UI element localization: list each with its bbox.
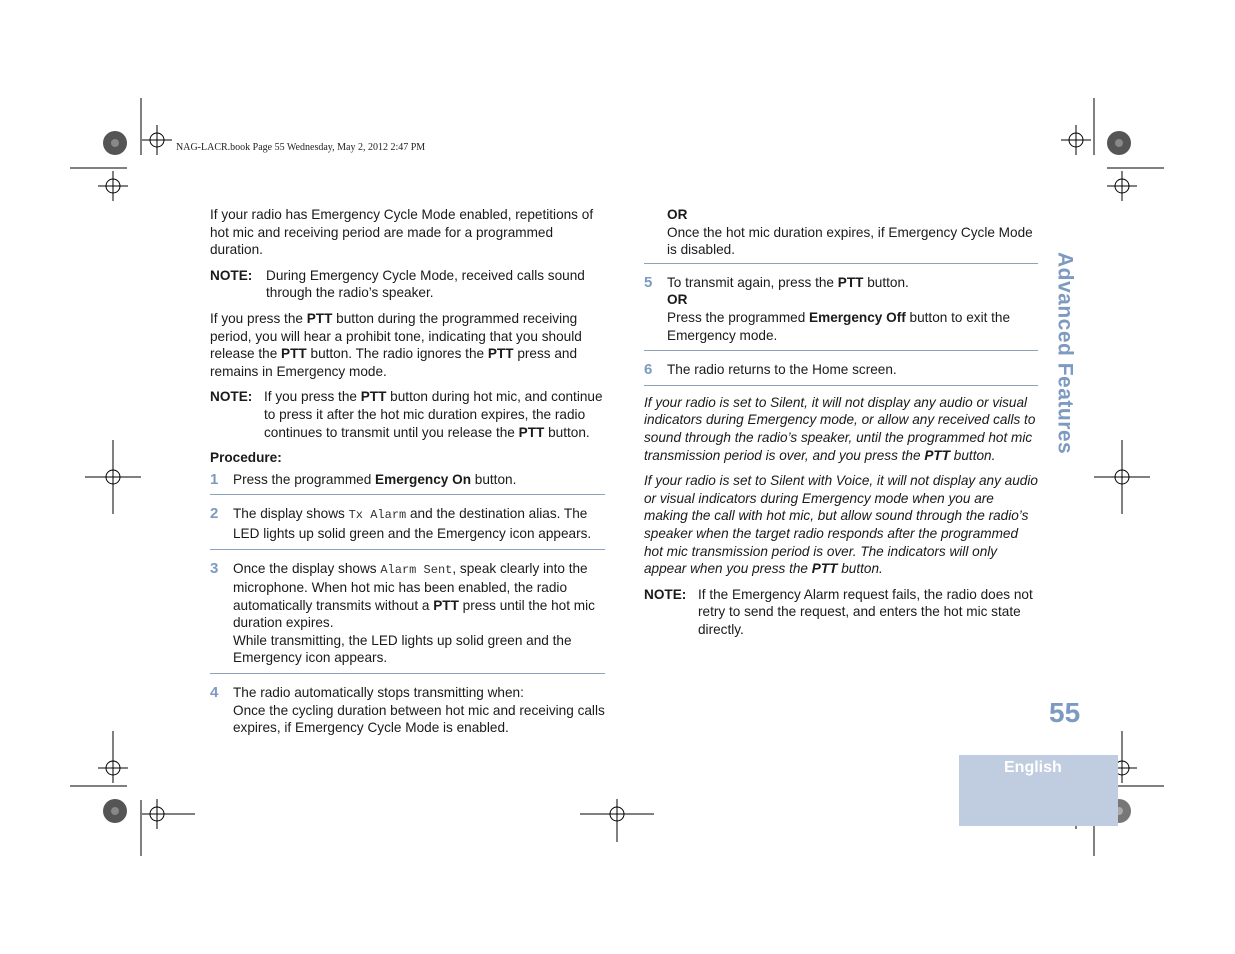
text: button. bbox=[471, 471, 517, 487]
step-text: Once the hot mic duration expires, if Emergency Cycle Mode is disabled. bbox=[667, 224, 1033, 258]
text: If you press the bbox=[210, 310, 307, 326]
display-text: Tx Alarm bbox=[348, 508, 407, 523]
text: and the destination alias. The LED lights up solid green and the Emergency icon appears. bbox=[233, 506, 592, 541]
section-title: Advanced Features bbox=[1053, 252, 1077, 455]
note-text: During Emergency Cycle Mode, received calls sound through the radio’s speaker. bbox=[266, 267, 585, 301]
step-number: 1 bbox=[210, 470, 219, 488]
ptt-term: PTT bbox=[281, 346, 307, 362]
text: The radio automatically stops transmitting when: bbox=[233, 685, 524, 701]
or-label: OR bbox=[667, 292, 688, 308]
step-1 bbox=[210, 469, 605, 496]
text: Once the cycling duration between hot mic and receiving calls expires, if Emergency Cycle Mode is enabled. bbox=[233, 702, 605, 736]
ptt-term: PTT bbox=[487, 346, 514, 362]
text: button during hot mic, and continue to press it after the hot mic duration expires, the radio continues to transmit until you release the bbox=[264, 389, 603, 440]
text: button. bbox=[544, 424, 590, 440]
text: Press the programmed bbox=[233, 471, 376, 487]
text: To transmit again, press the bbox=[667, 274, 838, 290]
step-text bbox=[233, 560, 605, 668]
button-term: Emergency Off bbox=[809, 309, 906, 325]
step-4 bbox=[210, 682, 605, 743]
text: button. bbox=[950, 447, 996, 463]
step-text: The radio returns to the Home screen. bbox=[667, 362, 897, 378]
note-hot-mic bbox=[210, 388, 605, 441]
language-label: English bbox=[1004, 759, 1062, 776]
text: press until the hot mic duration expires. bbox=[233, 597, 595, 631]
text: If your radio is set to Silent with Voice, it will not display any audio or visual indicators during Emergency mode when you are making the call with hot mic, but allow sound through the radio’s speaker when the target radio responds after the programmed hot mic transmission period is over. The indicators will only appear when you press the bbox=[644, 473, 1038, 577]
text: If you press the bbox=[264, 389, 361, 405]
text: button. bbox=[837, 561, 883, 577]
button-term: Emergency On bbox=[375, 471, 471, 487]
or-label: OR bbox=[667, 207, 688, 222]
step-3 bbox=[210, 558, 605, 675]
step-5 bbox=[644, 272, 1038, 351]
step-6 bbox=[644, 359, 1038, 386]
right-column bbox=[644, 206, 1038, 646]
text: Once the display shows bbox=[233, 560, 381, 576]
text: button to exit the Emergency mode. bbox=[667, 309, 1011, 343]
text: button. bbox=[863, 274, 909, 290]
page-number: 55 bbox=[1049, 697, 1081, 728]
note-alarm-fails bbox=[644, 586, 1038, 639]
note-label: NOTE: bbox=[210, 389, 253, 405]
text: press and remains in Emergency mode. bbox=[210, 346, 578, 379]
step-number: 3 bbox=[210, 559, 219, 577]
step-number: 6 bbox=[644, 361, 653, 379]
step-text bbox=[667, 274, 1038, 344]
step-number: 2 bbox=[210, 505, 219, 523]
text: While transmitting, the LED lights up solid green and the Emergency icon appears. bbox=[233, 632, 572, 666]
ptt-term: PTT bbox=[433, 597, 459, 613]
text: Press the programmed bbox=[667, 309, 810, 325]
ptt-term: PTT bbox=[360, 389, 387, 405]
intro-paragraph: If your radio has Emergency Cycle Mode enabled, repetitions of hot mic and receiving period are made for a programmed duration. bbox=[210, 207, 594, 258]
silent-voice-paragraph bbox=[644, 472, 1038, 578]
step-number: 4 bbox=[210, 684, 219, 702]
text: If your radio is set to Silent, it will not display any audio or visual indicators during Emergency mode, or allow any received calls to sound through the radio’s speaker, until the programmed hot mic transmission period is over, and you press the bbox=[644, 394, 1036, 463]
step-text bbox=[233, 684, 605, 737]
note-text bbox=[264, 388, 605, 441]
silent-paragraph bbox=[644, 394, 1038, 464]
ptt-term: PTT bbox=[924, 447, 951, 463]
book-file-info: NAG-LACR.book Page 55 Wednesday, May 2, 2012 2:47 PM bbox=[176, 142, 426, 153]
ptt-paragraph bbox=[210, 310, 605, 380]
note-label: NOTE: bbox=[644, 586, 687, 602]
step-4-continued bbox=[644, 206, 1038, 264]
text: button. The radio ignores the bbox=[306, 346, 488, 362]
ptt-term: PTT bbox=[306, 310, 333, 326]
display-text: Alarm Sent bbox=[380, 562, 453, 577]
text: , speak clearly into the microphone. When hot mic has been enabled, the radio automatically transmits without a bbox=[233, 560, 588, 613]
note-label: NOTE: bbox=[210, 267, 253, 283]
step-2 bbox=[210, 503, 605, 549]
step-number: 5 bbox=[644, 273, 653, 291]
ptt-term: PTT bbox=[811, 561, 838, 577]
ptt-term: PTT bbox=[837, 274, 864, 290]
note-cycle-mode bbox=[210, 267, 605, 302]
text: The display shows bbox=[233, 506, 349, 522]
text: button during the programmed receiving period, you will hear a prohibit tone, indicating that you should release the bbox=[210, 310, 582, 362]
note-text: If the Emergency Alarm request fails, the radio does not retry to send the request, and enters the hot mic state directly. bbox=[698, 586, 1033, 637]
step-text bbox=[233, 505, 605, 542]
step-text bbox=[233, 471, 605, 489]
left-column bbox=[210, 206, 605, 743]
ptt-term: PTT bbox=[518, 424, 545, 440]
procedure-label: Procedure: bbox=[210, 450, 282, 466]
